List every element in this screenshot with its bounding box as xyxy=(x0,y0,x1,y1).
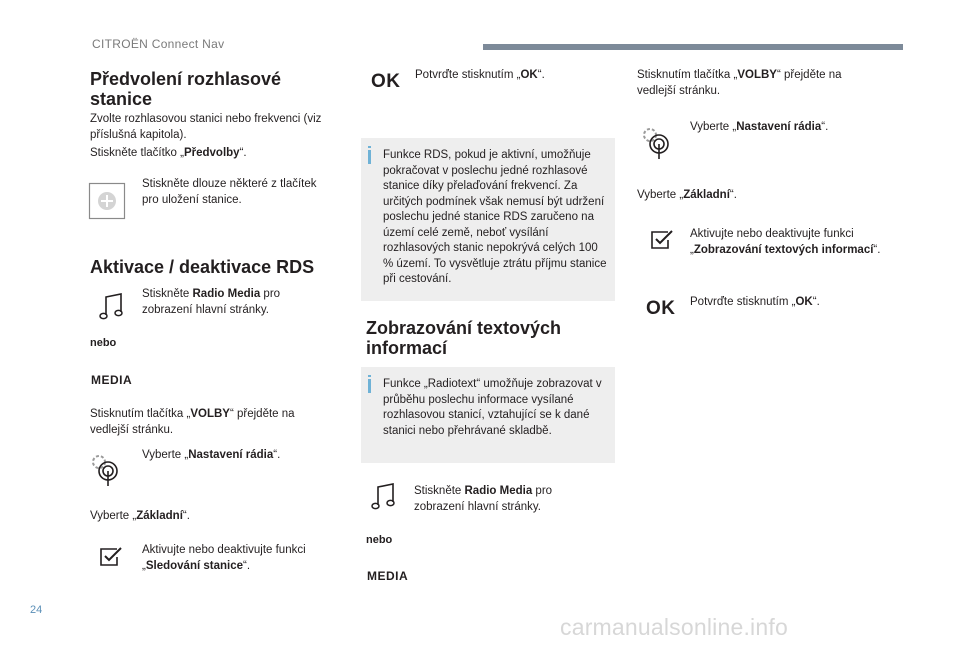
ok-label: OK xyxy=(795,296,813,308)
ok-label: OK xyxy=(520,69,538,81)
options-press xyxy=(90,407,330,438)
info-note-rds-text: Funkce RDS, pokud je aktivní, umožňuje pokračovat v poslechu jedné rozhlasové stanice díky přelaďování frekvencí. Za určitých podmínek však nemusí být udržení poslechu jedné stanice RDS zaručeno na území celé země, neboť vysílání rozhlasových stanic nepokrývá celých 100 % území. To vysvětluje ztrátu příjmu stanice při cestování. xyxy=(383,149,607,285)
text-part: Vyberte „ xyxy=(90,510,137,522)
select-basic-2 xyxy=(637,188,877,204)
radio-media-label: Radio Media xyxy=(464,485,533,497)
text-part: Potvrďte stisknutím „ xyxy=(415,69,521,81)
text-part: “. xyxy=(243,559,251,572)
step-confirm-ok-2 xyxy=(690,295,890,311)
step-radio-media-2 xyxy=(414,484,604,515)
step-radio-media xyxy=(142,287,332,318)
heading-rds: Aktivace / deaktivace RDS xyxy=(90,257,315,277)
options-button-name: VOLBY xyxy=(737,69,777,81)
header-bar xyxy=(483,44,903,50)
text-part: Stiskněte tlačítko „ xyxy=(90,147,184,159)
ok-button-label: OK xyxy=(371,71,401,92)
info-icon xyxy=(368,150,371,164)
text-part: Stiskněte xyxy=(414,485,465,497)
info-note-radiotext-text: Funkce „Radiotext“ umožňuje zobrazovat v průběhu poslechu informace vysílané rozhlasovou stanicí, vztahující se k dané stanici nebo přehrávané skladbě. xyxy=(383,378,602,437)
heading-presets: Předvolení rozhlasové stanice xyxy=(90,69,282,109)
info-icon xyxy=(368,379,371,393)
checkbox-icon xyxy=(99,545,125,574)
heading-text-info: Zobrazování textových informací xyxy=(366,318,562,358)
ok-button-label: OK xyxy=(646,298,676,319)
text-part: “. xyxy=(729,189,737,201)
text-part: “ přejděte na vedlejší stránku. xyxy=(90,408,295,436)
text-info-label: Zobrazování textových informací xyxy=(693,243,874,256)
presets-intro: Zvolte rozhlasovou stanici nebo frekvenci (viz příslušná kapitola). xyxy=(90,113,322,141)
radio-media-label: Radio Media xyxy=(192,288,261,300)
basic-label: Základní xyxy=(136,510,183,522)
settings-radio-icon xyxy=(640,125,676,166)
select-basic xyxy=(90,509,330,525)
music-note-icon xyxy=(99,292,125,327)
text-part: Aktivujte nebo deaktivujte funkci „ xyxy=(690,228,854,256)
text-part: “. xyxy=(537,69,545,81)
text-part: Vyberte „ xyxy=(142,449,189,461)
watermark: carmanualsonline.info xyxy=(560,614,788,640)
step-hold-preset: Stiskněte dlouze některé z tlačítek pro uložení stanice. xyxy=(142,178,317,206)
options-press-2 xyxy=(637,68,877,99)
step-toggle-station-tracking xyxy=(142,543,332,574)
text-part: “ přejděte na vedlejší stránku. xyxy=(637,69,842,97)
text-part: “. xyxy=(182,510,190,522)
text-part: pro zobrazení hlavní stránky. xyxy=(142,288,281,316)
text-part: “. xyxy=(812,296,820,308)
step-select-radio-settings-2 xyxy=(690,120,890,136)
text-part: Stisknutím tlačítka „ xyxy=(90,408,191,420)
presets-press xyxy=(90,146,330,162)
step-toggle-text-info xyxy=(690,227,890,258)
text-part: Stiskněte xyxy=(142,288,193,300)
text-part: Vyberte „ xyxy=(637,189,684,201)
text-part: “. xyxy=(821,121,829,133)
settings-radio-icon xyxy=(89,452,125,493)
radio-settings-label: Nastavení rádia xyxy=(736,121,822,133)
info-note-rds xyxy=(361,138,615,301)
or-label: nebo xyxy=(90,337,117,349)
info-note-radiotext xyxy=(361,367,615,463)
station-tracking-label: Sledování stanice xyxy=(145,559,243,572)
text-part: Stisknutím tlačítka „ xyxy=(637,69,738,81)
step-confirm-ok xyxy=(415,68,605,84)
music-note-icon xyxy=(371,482,397,517)
step-select-radio-settings xyxy=(142,448,332,464)
page-number: 24 xyxy=(30,604,43,616)
text-part: pro zobrazení hlavní stránky. xyxy=(414,485,553,513)
manual-title: CITROËN Connect Nav xyxy=(92,37,225,51)
radio-settings-label: Nastavení rádia xyxy=(188,449,274,461)
text-part: Potvrďte stisknutím „ xyxy=(690,296,796,308)
text-part: Aktivujte nebo deaktivujte funkci „ xyxy=(142,544,306,572)
presets-button-name: Předvolby xyxy=(183,147,240,159)
basic-label: Základní xyxy=(683,189,730,201)
checkbox-icon xyxy=(650,228,676,257)
text-part: “. xyxy=(239,147,247,159)
plus-box-icon xyxy=(88,182,126,225)
or-label: nebo xyxy=(366,534,393,546)
text-part: Vyberte „ xyxy=(690,121,737,133)
media-button-label: MEDIA xyxy=(367,569,409,583)
options-button-name: VOLBY xyxy=(190,408,230,420)
text-part: “. xyxy=(273,449,281,461)
text-part: “. xyxy=(873,243,881,256)
media-button-label: MEDIA xyxy=(91,373,133,387)
